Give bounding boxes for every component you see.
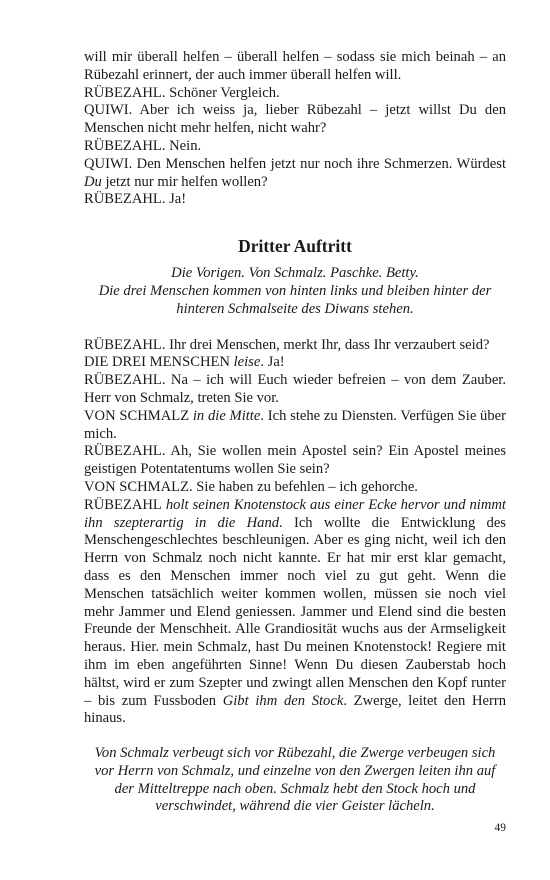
dialogue-paragraph bbox=[84, 156, 506, 192]
speech-text: Ihr drei Menschen, merkt Ihr, dass Ihr verzaubert seid? bbox=[165, 336, 490, 353]
speaker-name: RÜBEZAHL bbox=[84, 496, 162, 513]
dialogue-paragraph bbox=[84, 337, 506, 355]
speech-text: . Ja! bbox=[260, 354, 285, 371]
inline-stage-direction: leise bbox=[229, 354, 261, 371]
speech-text: Na – ich will Euch wieder befreien – von dem Zauber. Herr von Schmalz, treten Sie vor. bbox=[84, 372, 506, 406]
speaker-name: RÜBEZAHL. bbox=[84, 191, 166, 208]
page-number: 49 bbox=[494, 822, 506, 834]
scene-direction-action: Die drei Menschen kommen von hinten links und bleiben hinter der hinteren Schmalseite des Diwans stehen. bbox=[98, 282, 492, 317]
dialogue-paragraph bbox=[84, 354, 506, 372]
speaker-name: RÜBEZAHL. bbox=[84, 137, 166, 154]
scene-heading: Dritter Auftritt bbox=[238, 236, 352, 257]
speaker-name: RÜBEZAHL. bbox=[84, 84, 166, 101]
dialogue-block-top bbox=[84, 49, 506, 209]
speaker-name: VON SCHMALZ bbox=[84, 407, 190, 424]
dialogue-paragraph bbox=[84, 372, 506, 408]
speech-text: Aber ich weiss ja, lieber Rübezahl – jetzt willst Du den Menschen nicht mehr helfen, nicht wahr? bbox=[84, 102, 506, 137]
speech-text: will mir überall helfen – überall helfen – sodass sie mich beinah – an Rübezahl erinnert, der auch immer überall helfen will. bbox=[84, 49, 506, 83]
speech-text: . Ich wollte die Entwicklung des Menschengeschlechtes beschleunigen. Aber es ging nicht, weil ich den Herrn von Schmalz noch nicht kannte. Er hat mir erst klar gemacht, dass es den Menschen immer noch viel zu gut geht. Wenn die Menschen tatsächlich weiter kommen wollen, müssen sie noch viel mehr Jammer und Elend geniessen. Jammer und Elend sind die besten Freunde der Menschheit. Alle Grandiosität wuchs aus der Armseligkeit heraus. Hier. mein Schmalz, hast Du meinen Knotenstock! Regiere mit ihm im eben angeführten Sinne! Wenn Du diesen Zauberstab hoch hältst, wird er zum Szepter und zwingt allen Menschen den Kopf runter – bis zum Fussboden bbox=[84, 514, 506, 709]
speaker-name: QUIWI. bbox=[84, 102, 133, 119]
speaker-name: QUIWI. bbox=[84, 155, 133, 172]
book-page bbox=[84, 49, 506, 816]
dialogue-paragraph bbox=[84, 49, 506, 85]
dialogue-block-main bbox=[84, 337, 506, 729]
speech-text: Schöner Vergleich. bbox=[165, 84, 280, 101]
dialogue-paragraph bbox=[84, 479, 506, 497]
dialogue-paragraph bbox=[84, 497, 506, 728]
speech-text: Den Menschen helfen jetzt nur noch ihre Schmerzen. Würdest bbox=[132, 155, 506, 172]
inline-stage-direction: in die Mitte bbox=[189, 407, 261, 424]
dialogue-paragraph bbox=[84, 191, 506, 209]
spacer bbox=[84, 728, 506, 745]
speaker-name: RÜBEZAHL. bbox=[84, 443, 166, 460]
speaker-name: RÜBEZAHL. bbox=[84, 372, 166, 389]
spacer bbox=[84, 319, 506, 337]
dialogue-paragraph bbox=[84, 408, 506, 444]
closing-stage-direction: Von Schmalz verbeugt sich vor Rübezahl, die Zwerge verbeugen sich vor Herrn von Schmalz, und einzelne von den Zwergen leiten ihn auf der Mitteltreppe nach oben. Schmalz hebt den Stock hoch und verschwindet, während die vier Geister lächeln. bbox=[94, 745, 496, 815]
dialogue-paragraph bbox=[84, 138, 506, 156]
speech-text: . Ich stehe zu Diensten. Verfügen Sie über mich. bbox=[84, 407, 506, 442]
inline-stage-direction: Gibt ihm den Stock bbox=[222, 692, 344, 709]
inline-stage-direction: Du bbox=[84, 173, 102, 190]
inline-stage-direction: holt seinen Knotenstock aus einer Ecke hervor und nimmt ihn szepterartig in die Hand bbox=[84, 496, 506, 531]
speech-text: jetzt nur mir helfen wollen? bbox=[101, 173, 268, 190]
dialogue-paragraph bbox=[84, 85, 506, 103]
speech-text: Sie haben zu befehlen – ich gehorche. bbox=[192, 478, 418, 495]
speaker-name: DIE DREI MENSCHEN bbox=[84, 354, 230, 371]
scene-stage-direction bbox=[84, 265, 506, 318]
speech-text: Ja! bbox=[165, 191, 187, 208]
speaker-name: VON SCHMALZ. bbox=[84, 478, 193, 495]
scene-direction-cast: Die Vorigen. Von Schmalz. Paschke. Betty. bbox=[171, 265, 419, 282]
speaker-name: RÜBEZAHL. bbox=[84, 336, 166, 353]
dialogue-paragraph bbox=[84, 443, 506, 479]
speech-text: . Zwerge, leitet den Herrn hinaus. bbox=[84, 692, 506, 727]
dialogue-paragraph bbox=[84, 102, 506, 138]
speech-text: Nein. bbox=[165, 137, 202, 154]
speech-text: Ah, Sie wollen mein Apostel sein? Ein Apostel meines geistigen Potentatentums wollen Sie sein? bbox=[84, 443, 506, 478]
